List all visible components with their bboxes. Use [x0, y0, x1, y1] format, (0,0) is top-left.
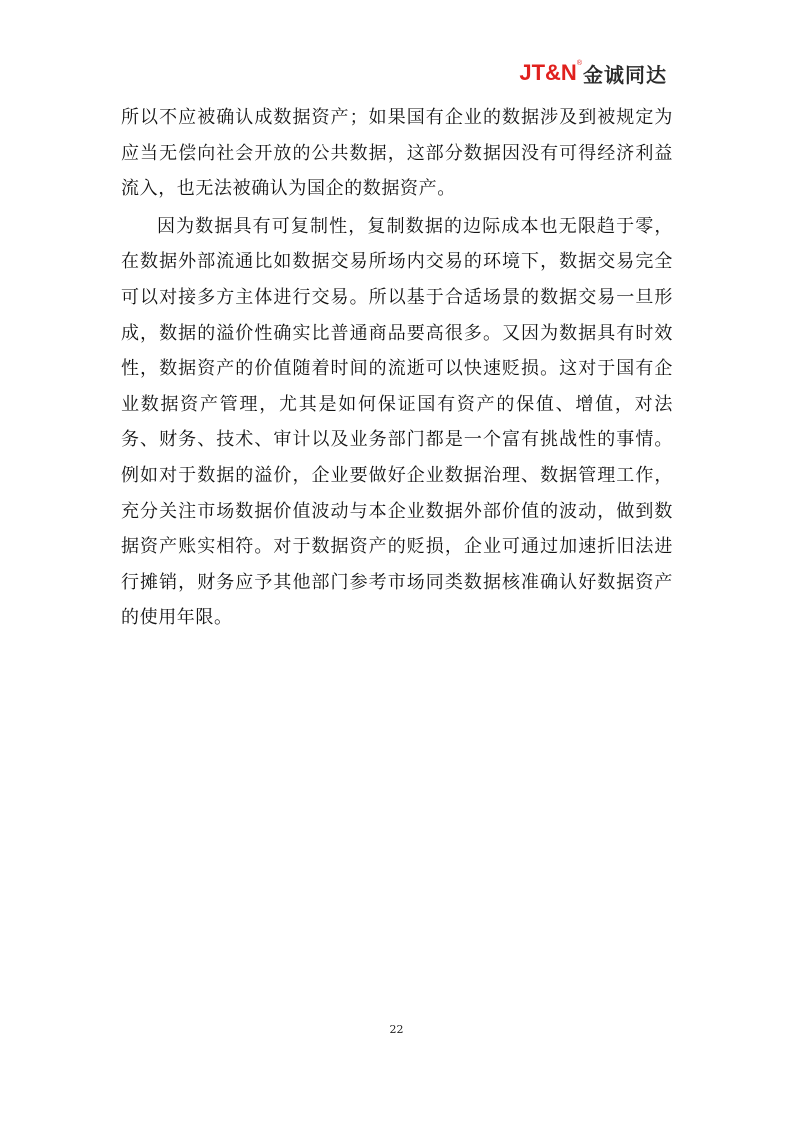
paragraph-continued: 所以不应被确认成数据资产；如果国有企业的数据涉及到被规定为应当无偿向社会开放的公共数据，这部分数据因没有可得经济利益流入，也无法被确认为国企的数据资产。 — [121, 107, 673, 200]
logo-registered-mark: ® — [576, 59, 582, 67]
logo-mark: JT&N — [519, 60, 577, 85]
paragraph: 因为数据具有可复制性，复制数据的边际成本也无限趋于零，在数据外部流通比如数据交易所场内交易的环境下，数据交易完全可以对接多方主体进行交易。所以基于合适场景的数据交易一旦形成，数据的溢价性确实比普通商品要高很多。又因为数据具有时效性，数据资产的价值随着时间的流逝可以快速贬损。这对于国有企业数据资产管理，尤其是如何保证国有资产的保值、增值，对法务、财务、技术、审计以及业务部门都是一个富有挑战性的事情。例如对于数据的溢价，企业要做好企业数据治理、数据管理工作，充分关注市场数据价值波动与本企业数据外部价值的波动，做到数据资产账实相符。对于数据资产的贬损，企业可通过加速折旧法进行摊销，财务应予其他部门参考市场同类数据核准确认好数据资产的使用年限。 — [121, 215, 673, 629]
logo-chinese-name: 金诚同达 — [583, 62, 667, 87]
body-text — [121, 100, 673, 636]
company-logo — [519, 58, 667, 88]
page-number: 22 — [389, 1023, 404, 1036]
